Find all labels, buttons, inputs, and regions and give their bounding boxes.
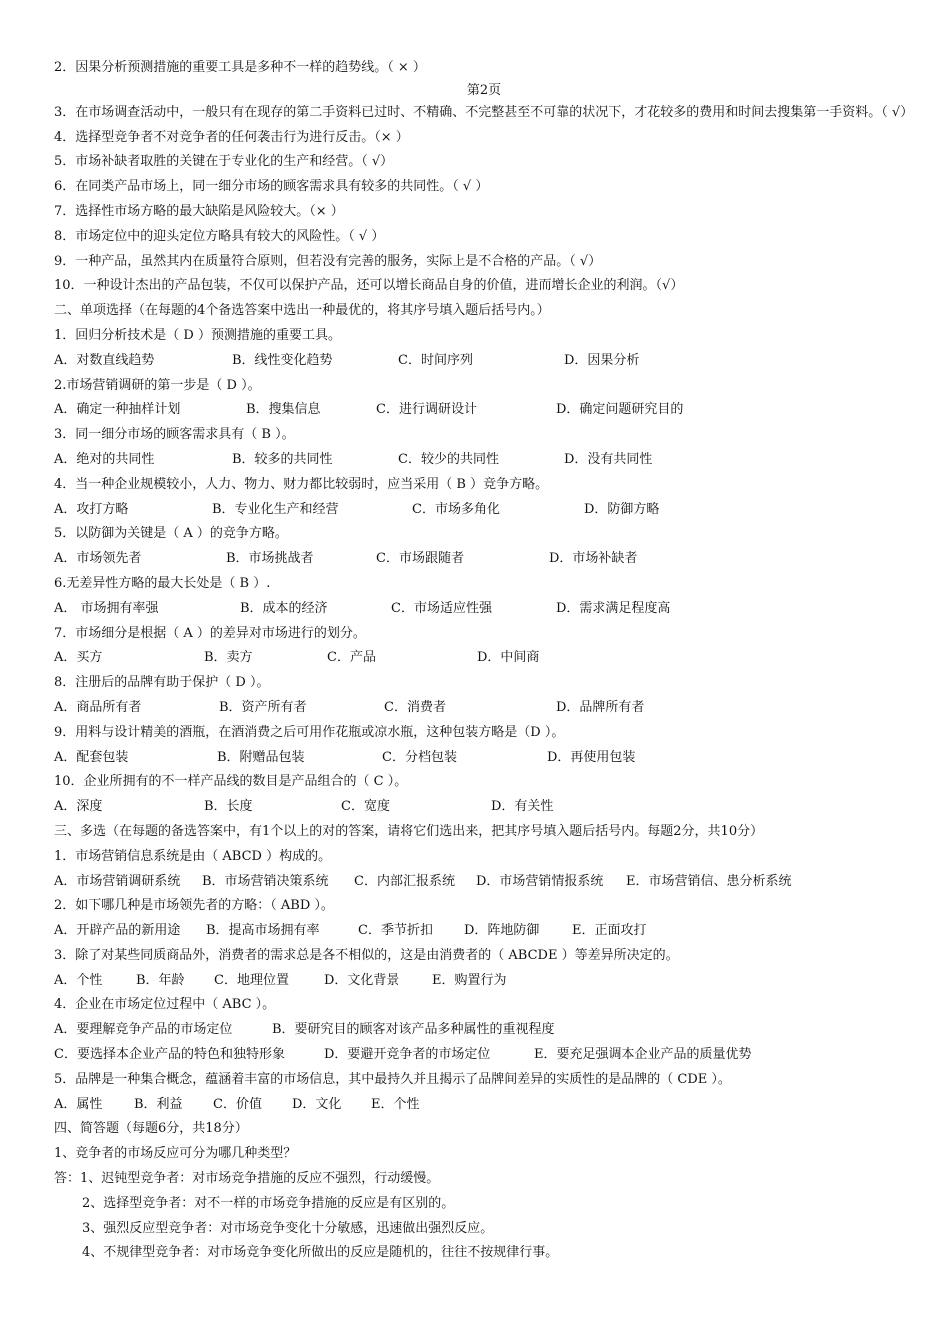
single-choice-options-row [54, 795, 914, 820]
multi-choice-options-row [54, 1018, 914, 1043]
multi-choice-option: A．属性 [54, 1096, 103, 1112]
single-choice-question: 1．回归分析技术是（ D ）预测措施的重要工具。 [54, 327, 341, 343]
multi-choice-option: D．文化 [292, 1096, 342, 1112]
single-choice-option: C．产品 [327, 650, 376, 666]
tf-question-7: 7．选择性市场方略的最大缺陷是风险较大。（× ） [54, 203, 344, 219]
single-choice-option: C．较少的共同性 [398, 451, 499, 467]
single-choice-option: A．对数直线趋势 [54, 352, 155, 368]
multi-choice-option: D．要避开竞争者的市场定位 [324, 1047, 491, 1063]
single-choice-question: 10．企业所拥有的不一样产品线的数目是产品组合的（ C ）。 [54, 774, 408, 790]
single-choice-option: A．市场领先者 [54, 551, 142, 567]
single-choice-option: D．因果分析 [564, 352, 640, 368]
multi-choice-option: E．要充足强调本企业产品的质量优势 [534, 1047, 752, 1063]
single-choice-options-row [54, 646, 914, 671]
single-choice-question: 5．以防御为关键是（ A ）的竞争方略。 [54, 526, 288, 542]
single-choice-question: 2.市场营销调研的第一步是（ D ）。 [54, 377, 261, 393]
single-choice-option: B．市场挑战者 [226, 551, 314, 567]
single-choice-option: B．搜集信息 [246, 402, 321, 418]
single-choice-question: 6.无差异性方略的最大长处是（ B ）. [54, 575, 271, 591]
single-choice-option: C．市场跟随者 [376, 551, 464, 567]
multi-choice-option: E．正面攻打 [572, 923, 647, 939]
single-choice-option: C．分档包装 [382, 749, 457, 765]
answer-line-2: 2、选择型竞争者：对不一样的市场竞争措施的反应是有区别的。 [82, 1195, 455, 1211]
single-choice-option: C．时间序列 [398, 352, 473, 368]
answer-line-1: 答：1、迟钝型竞争者：对市场竞争措施的反应不强烈，行动缓慢。 [54, 1171, 440, 1187]
multi-choice-option: A．要理解竞争产品的市场定位 [54, 1022, 233, 1038]
single-choice-option: B．附赠品包装 [217, 749, 305, 765]
multi-choice-option: E．购置行为 [432, 972, 507, 988]
single-choice-options-row [54, 349, 914, 374]
single-choice-options-row [54, 498, 914, 523]
document-page [54, 56, 914, 1266]
single-choice-option: A．配套包装 [54, 749, 129, 765]
multi-choice-heading: 三、多选（在每题的备选答案中，有1个以上的对的答案，请将它们选出来，把其序号填入题后括号内。每题2分，共10分） [54, 823, 764, 839]
single-choice-option: D．有关性 [491, 799, 554, 815]
multi-choice-options-row [54, 1043, 914, 1068]
multi-choice-option: C．季节折扣 [358, 923, 433, 939]
single-choice-option: A． 市场拥有率强 [54, 600, 159, 616]
single-choice-option: A．深度 [54, 799, 103, 815]
multi-choice-options-row [54, 1093, 914, 1118]
single-choice-option: C．市场适应性强 [391, 600, 492, 616]
single-choice-option: B．卖方 [204, 650, 253, 666]
single-choice-option: D．需求满足程度高 [556, 600, 671, 616]
multi-choice-option: A．市场营销调研系统 [54, 873, 181, 889]
multi-choice-question: 5．品牌是一种集合概念，蕴涵着丰富的市场信息，其中最持久并且揭示了品牌间差异的实质性的是品牌的（ CDE ）。 [54, 1071, 731, 1087]
single-choice-option: B．较多的共同性 [232, 451, 333, 467]
single-choice-options-row [54, 547, 914, 572]
single-choice-question: 7．市场细分是根据（ A ）的差异对市场进行的划分。 [54, 625, 366, 641]
tf-question-6: 6．在同类产品市场上，同一细分市场的顾客需求具有较多的共同性。（ √ ） [54, 179, 489, 195]
short-question-1: 1、竞争者的市场反应可分为哪几种类型？ [54, 1146, 297, 1162]
multi-choice-option: E．个性 [371, 1096, 420, 1112]
short-answer-heading: 四、简答题（每题6分，共18分） [54, 1121, 248, 1137]
multi-choice-option: A．开辟产品的新用途 [54, 923, 181, 939]
multi-choice-option: C．地理位置 [214, 972, 289, 988]
single-choice-option: B．资产所有者 [219, 699, 307, 715]
single-choice-heading: 二、单项选择（在每题的4个备选答案中选出一种最优的，将其序号填入题后括号内。） [54, 303, 550, 319]
single-choice-options-row [54, 448, 914, 473]
multi-choice-option: C．要选择本企业产品的特色和独特形象 [54, 1047, 285, 1063]
multi-choice-list [54, 845, 914, 1118]
tf-question-4: 4．选择型竞争者不对竞争者的任何袭击行为进行反击。（× ） [54, 129, 409, 145]
single-choice-option: B．成本的经济 [240, 600, 328, 616]
multi-choice-option: E．市场营销信、患分析系统 [626, 873, 792, 889]
single-choice-options-row [54, 597, 914, 622]
single-choice-options-row [54, 746, 914, 771]
multi-choice-option: B．提高市场拥有率 [206, 923, 320, 939]
multi-choice-options-row [54, 969, 914, 994]
multi-choice-option: D．阵地防御 [464, 923, 540, 939]
answer-line-4: 4、不规律型竞争者：对市场竞争变化所做出的反应是随机的，往往不按规律行事。 [82, 1245, 559, 1261]
single-choice-question: 4．当一种企业规模较小，人力、物力、财力都比较弱时，应当采用（ B ）竞争方略。 [54, 476, 549, 492]
multi-choice-option: B．年龄 [136, 972, 185, 988]
multi-choice-options-row [54, 919, 914, 944]
single-choice-list [54, 324, 914, 820]
multi-choice-option: B．要研究目的顾客对该产品多种属性的重视程度 [272, 1022, 555, 1038]
single-choice-option: D．确定问题研究目的 [556, 402, 684, 418]
single-choice-option: A．确定一种抽样计划 [54, 402, 181, 418]
tf-question-9: 9．一种产品，虽然其内在质量符合原则，但若没有完善的服务，实际上是不合格的产品。（ √） [54, 253, 602, 269]
single-choice-option: A．绝对的共同性 [54, 451, 155, 467]
page-number: 第2页 [466, 82, 502, 98]
single-choice-question: 9．用料与设计精美的酒瓶，在酒消费之后可用作花瓶或凉水瓶，这种包装方略是（D ）。 [54, 724, 565, 740]
tf-question-2: 2．因果分析预测措施的重要工具是多种不一样的趋势线。（ × ） [54, 60, 426, 75]
multi-choice-question: 3．除了对某些同质商品外，消费者的需求总是各不相似的，这是由消费者的（ ABCDE ）等差异所决定的。 [54, 947, 679, 963]
single-choice-option: D．中间商 [477, 650, 540, 666]
single-choice-option: B．长度 [204, 799, 253, 815]
single-choice-option: D．市场补缺者 [549, 551, 638, 567]
single-choice-option: D．品牌所有者 [556, 699, 645, 715]
single-choice-options-row [54, 398, 914, 423]
single-choice-option: D．再使用包装 [547, 749, 636, 765]
multi-choice-question: 2．如下哪几种是市场领先者的方略：（ ABD ）。 [54, 898, 334, 914]
multi-choice-option: B．市场营销决策系统 [202, 873, 329, 889]
tf-question-3: 3．在市场调查活动中，一般只有在现存的第二手资料已过时、不精确、不完整甚至不可靠的状况下，才花较多的费用和时间去搜集第一手资料。（ √） [54, 104, 914, 120]
multi-choice-options-row [54, 870, 914, 895]
tf-question-10: 10．一种设计杰出的产品包装，不仅可以保护产品，还可以增长商品自身的价值，进而增长企业的利润。（√） [54, 278, 684, 294]
single-choice-option: A．商品所有者 [54, 699, 142, 715]
tf-question-5: 5．市场补缺者取胜的关键在于专业化的生产和经营。（ √） [54, 154, 394, 170]
tf-question-8: 8．市场定位中的迎头定位方略具有较大的风险性。（ √ ） [54, 228, 385, 244]
multi-choice-question: 4．企业在市场定位过程中（ ABC ）。 [54, 997, 276, 1013]
single-choice-option: C．消费者 [384, 699, 446, 715]
multi-choice-question: 1．市场营销信息系统是由（ ABCD ）构成的。 [54, 848, 332, 864]
answer-line-3: 3、强烈反应型竞争者：对市场竞争变化十分敏感，迅速做出强烈反应。 [82, 1220, 494, 1236]
multi-choice-option: C．内部汇报系统 [354, 873, 455, 889]
multi-choice-option: C．价值 [213, 1096, 262, 1112]
single-choice-option: A．攻打方略 [54, 501, 129, 517]
single-choice-option: B．专业化生产和经营 [212, 501, 339, 517]
single-choice-option: B．线性变化趋势 [232, 352, 333, 368]
single-choice-option: D．没有共同性 [564, 451, 653, 467]
single-choice-option: C．宽度 [341, 799, 390, 815]
single-choice-question: 8．注册后的品牌有助于保护（ D ）。 [54, 675, 270, 691]
single-choice-option: D．防御方略 [584, 501, 660, 517]
single-choice-option: C．市场多角化 [412, 501, 500, 517]
multi-choice-option: D．市场营销情报系统 [476, 873, 604, 889]
single-choice-question: 3．同一细分市场的顾客需求具有（ B ）。 [54, 427, 295, 443]
single-choice-options-row [54, 696, 914, 721]
single-choice-option: C．进行调研设计 [376, 402, 477, 418]
single-choice-option: A．买方 [54, 650, 103, 666]
multi-choice-option: B．利益 [134, 1096, 183, 1112]
multi-choice-option: D．文化背景 [324, 972, 400, 988]
multi-choice-option: A．个性 [54, 972, 103, 988]
